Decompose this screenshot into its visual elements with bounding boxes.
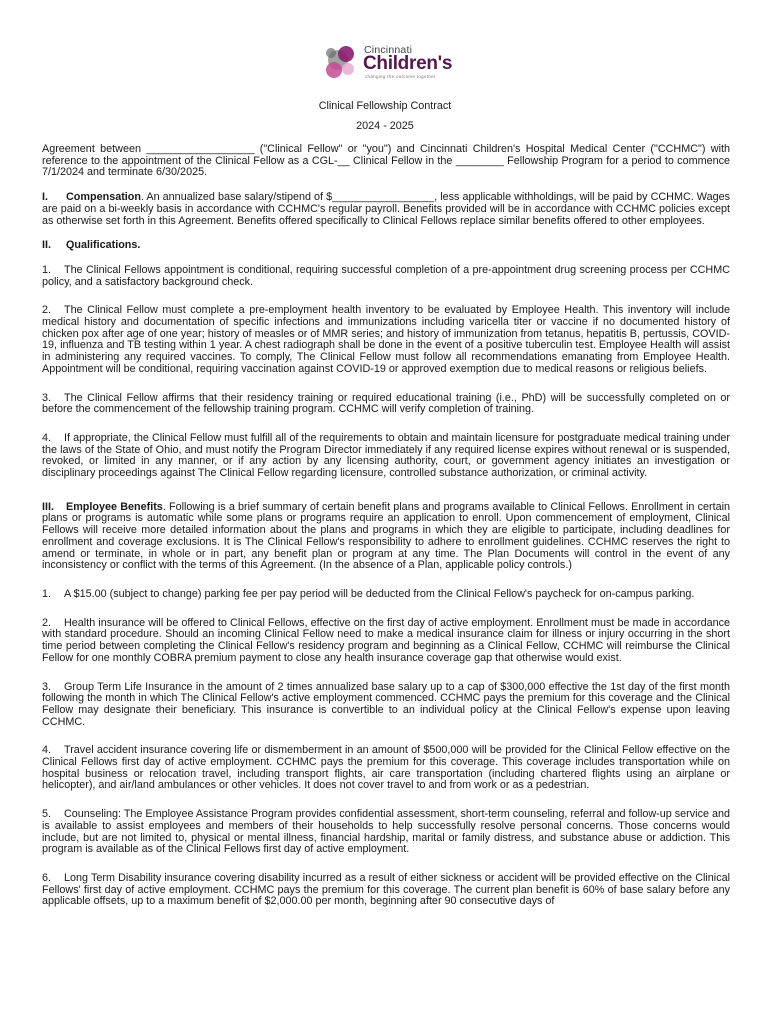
list-item [42,393,730,416]
section-heading: Employee Benefits [66,500,163,513]
item-text: The Clinical Fellows appointment is conditional, requiring successful completion of a pre-appointment drug screening process per CCHMC policy, and a satisfactory background check. [42,263,730,288]
item-text: Counseling: The Employee Assistance Program provides confidential assessment, short-term counseling, referral and follow-up service and is available to assist employees and members of their households to help successfully resolve personal concerns. Those concerns would include, but are not limited to, physical or mental illness, financial hardship, marital or family distress, and substance abuse or addiction. This program is available as of the Clinical Fellows first day of active employment. [42,808,730,856]
list-item [42,265,730,288]
list-item [42,433,730,480]
item-number: 4. [42,744,52,757]
section-numeral: II. [42,239,51,252]
cincinnati-childrens-logo [322,40,452,84]
item-number: 6. [42,871,52,884]
item-text: The Clinical Fellow must complete a pre-employment health inventory to be evaluated by Employee Health. This inventory will include medical history and documentation of specific infections and immunizations including varicella titer or vaccine if no documented history of chicken pox after age of one year; history of measles or of MMR series; and history of immunization from tetanus, hepatitis B, pertussis, COVID-19, influenza and TB testing within 1 year. A chest radiograph shall be done in the event of a positive tuberculin test. Employee Health will assist in administering any required vaccines. To comply, The Clinical Fellow must follow all recommendations emanating from Employee Health. Appointment will be conditional, requiring vaccination against COVID-19 or approved exemption due to medical reasons or religious beliefs. [42,304,730,375]
contract-period: 2024 - 2025 [356,120,414,132]
list-item [42,745,730,792]
section-compensation [42,192,730,227]
item-text: The Clinical Fellow affirms that their residency training or required educational training (i.e., PhD) will be successfully completed on or before the commencement of the fellowship training program. CCHMC will verify completion of training. [42,391,730,416]
section-heading: Compensation [66,191,141,204]
list-item [42,305,730,375]
section-numeral: III. [42,500,54,513]
list-item [42,873,730,908]
document-title: Clinical Fellowship Contract [318,100,452,112]
list-item [42,809,730,856]
logo-tagline: changing the outcome together [365,74,436,79]
logo-name-main: Children's [363,53,453,74]
list-item [42,682,730,729]
section-benefits [42,502,730,572]
section-qualifications [42,240,730,252]
item-number: 3. [42,680,52,693]
item-number: 1. [42,587,52,600]
intro-paragraph: Agreement between __________________ ("Clinical Fellow" or "you") and Cincinnati Children's Hospital Medical Center ("CCHMC") with reference to the appointment of the Clinical Fellow as a CGL-__ Clinical Fellow in the ________ Fellowship Program for a period to commence 7/1/2024 and terminate 6/30/2025. [42,143,730,179]
item-number: 2. [42,616,52,629]
item-text: Health insurance will be offered to Clinical Fellows, effective on the first day of active employment. Enrollment must be made in accordance with standard procedure. Should an incoming Clinical Fellow need to make a medical insurance claim for illness or injury occurring in the short time period between completing the Clinical Fellow's residency program and beginning as a Clinical Fellow, CCHMC will reimburse the Clinical Fellow for one monthly COBRA premium payment to close any health insurance coverage gap that otherwise would exist. [42,616,730,664]
section-text: . Following is a brief summary of certain benefit plans and programs available to Clinical Fellows. Enrollment in certain plans or programs is automatic while some plans or programs require an application to enroll. Upon commencement of employment, Clinical Fellows will receive more detailed information about the plans and programs in which they are eligible to participate, including deadlines for enrollment and coverage exclusions. It is The Clinical Fellow's responsibility to adhere to enrollment guidelines. CCHMC reserves the right to amend or terminate, in whole or in part, any benefit plan or program at any time. The Plan Documents will control in the event of any inconsistency or conflict with the terms of this Agreement. (In the absence of a Plan, applicable policy controls.) [42,500,730,572]
item-text: If appropriate, the Clinical Fellow must fulfill all of the requirements to obtain and maintain licensure for postgraduate medical training under the laws of the State of Ohio, and must notify the Program Director immediately if any required license expires without renewal or is suspended, revoked, or limited in any manner, or if any action by any licensing authority, court, or government agency initiates an investigation or disciplinary proceedings against The Clinical Fellow regarding licensure, controlled substance authorization, or criminal activity. [42,431,730,480]
item-number: 4. [42,431,52,444]
list-item [42,618,730,665]
childrens-logo-mark-icon [322,42,360,82]
section-heading: Qualifications. [66,239,141,252]
logo-name-top: Cincinnati [364,44,413,56]
item-text: Travel accident insurance covering life or dismemberment in an amount of $500,000 will be provided for the Clinical Fellow effective on the Clinical Fellows first day of active employment. CCHMC pays the premium for this coverage. This coverage includes transportation while on hospital business or relocation travel, including transport flights, air care transportation (including chartered flights using an airplane or helicopter), and air/land ambulances or other vehicles. It does not cover travel to and from work or as a pedestrian. [42,744,730,792]
item-number: 1. [42,263,52,276]
item-number: 5. [42,808,52,821]
section-numeral: I. [42,191,48,204]
item-number: 3. [42,391,52,404]
item-text: A $15.00 (subject to change) parking fee per pay period will be deducted from the Clinical Fellow's paycheck for on-campus parking. [64,587,695,600]
section-text: . An annualized base salary/stipend of $_________________, less applicable withholdings, will be paid by CCHMC. Wages are paid on a bi-weekly basis in accordance with CCHMC's regular payroll. Benefits provided will be in accordance with CCHMC policies except as otherwise set forth in this Agreement. Benefits offered specifically to Clinical Fellows replace similar benefits offered to other employees. [42,191,730,227]
item-text: Long Term Disability insurance covering disability incurred as a result of either sickness or accident will be provided effective on the Clinical Fellows' first day of active employment. CCHMC pays the premium for this coverage. The current plan benefit is 60% of base salary before any applicable offsets, up to a maximum benefit of $2,000.00 per month, beginning after 90 consecutive days of [42,871,730,908]
list-item [42,589,730,601]
contract-body [42,144,730,908]
item-number: 2. [42,304,52,317]
item-text: Group Term Life Insurance in the amount of 2 times annualized base salary up to a cap of $300,000 effective the 1st day of the first month following the month in which The Clinical Fellow's active employment commenced. CCHMC pays the premium for this coverage and the Clinical Fellow may designate their beneficiary. This insurance is convertible to an individual policy at the Clinical Fellow's expense upon leaving CCHMC. [42,680,730,728]
